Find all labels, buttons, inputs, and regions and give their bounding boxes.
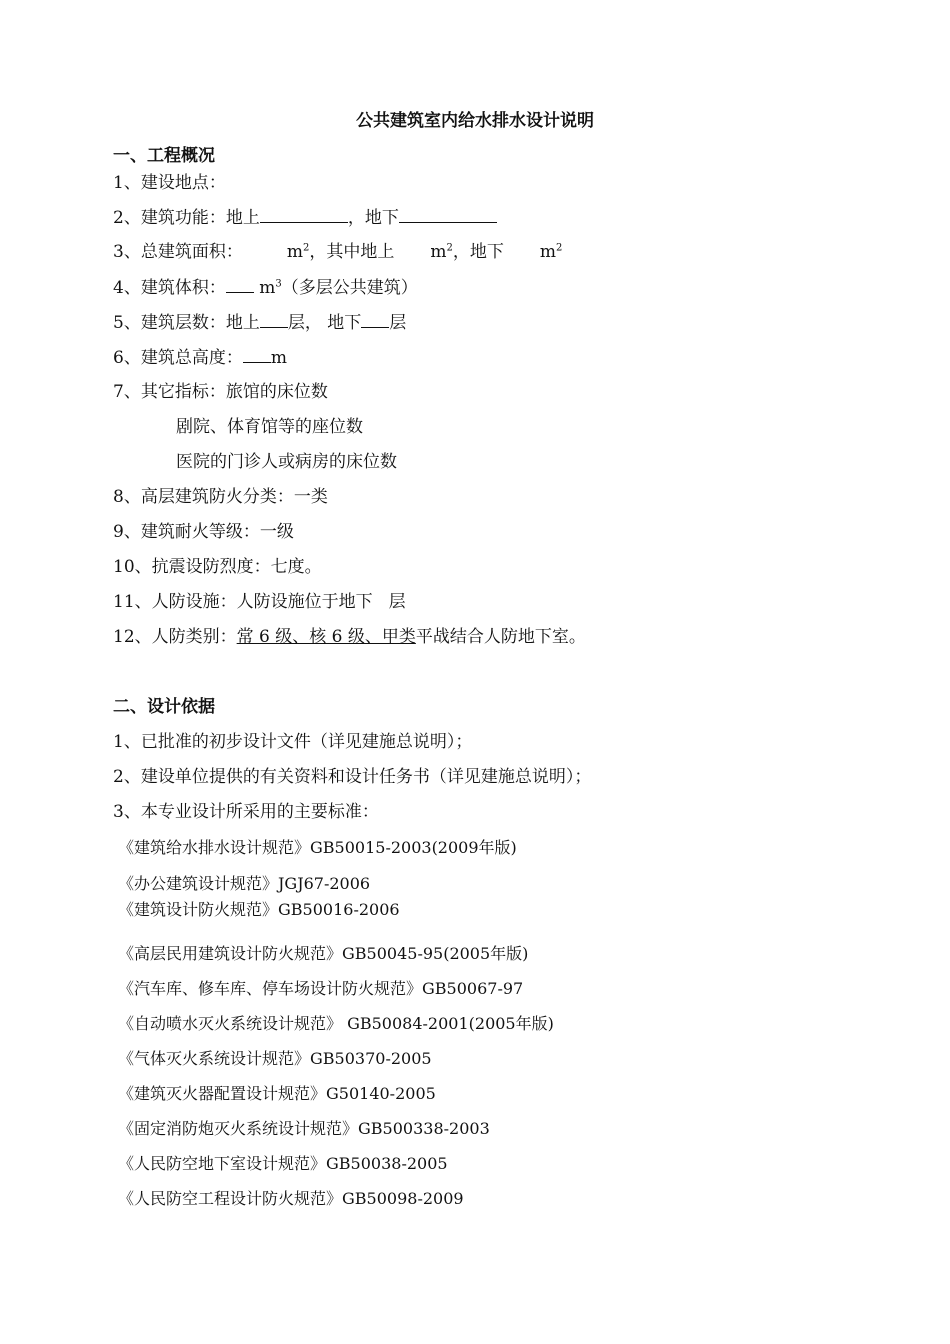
basis-item: 3、本专业设计所采用的主要标准： (113, 802, 379, 822)
unit-sup: 2 (302, 242, 310, 254)
standard-item: 《自动喷水灭火系统设计规范》 GB50084-2001(2005年版) (118, 1014, 554, 1033)
blank-field (226, 276, 254, 293)
item-floors-post: 层 (389, 313, 407, 333)
item-other-theater: 剧院、体育馆等的座位数 (176, 417, 363, 437)
civil-defense-class-underlined: 常 6 级、核 6 级、甲类 (236, 627, 416, 647)
standard-item: 《人民防空工程设计防火规范》GB50098-2009 (118, 1189, 464, 1208)
item-floors-label: 5、建筑层数：地上 (113, 313, 260, 333)
item-seismic: 10、抗震设防烈度：七度。 (113, 557, 322, 577)
standard-item: 《办公建筑设计规范》JGJ67-2006 (118, 874, 371, 893)
item-function-underground: ，地下 (347, 208, 399, 228)
item-civil-defense-type (113, 626, 586, 648)
item-fire-rating: 9、建筑耐火等级：一级 (113, 522, 294, 542)
unit-m: m (286, 242, 303, 262)
unit-m: m (259, 278, 276, 298)
item-site: 1、建设地点： (113, 173, 226, 193)
unit-sup: 2 (555, 242, 563, 254)
blank-field (399, 206, 497, 223)
standard-item: 《固定消防炮灭火系统设计规范》GB500338-2003 (118, 1119, 490, 1138)
unit-sup: 2 (446, 242, 453, 254)
item-height (113, 346, 287, 369)
item-function-label: 2、建筑功能：地上 (113, 208, 260, 228)
item-volume (113, 276, 418, 299)
item-function (113, 206, 497, 229)
item-area-below: ，地下 (452, 242, 504, 262)
standard-item: 《建筑设计防火规范》GB50016-2006 (118, 900, 400, 919)
blank-field (243, 346, 271, 363)
blank-field (361, 311, 389, 328)
item-civil-defense (113, 591, 406, 613)
item-volume-label: 4、建筑体积： (113, 278, 226, 298)
item-floors (113, 311, 406, 334)
item-height-unit: m (270, 348, 287, 368)
standard-item: 《建筑给水排水设计规范》GB50015-2003(2009年版) (118, 838, 517, 857)
blank-field (260, 311, 288, 328)
unit-m: m (539, 242, 556, 262)
standard-item: 《汽车库、修车库、停车场设计防火规范》GB50067-97 (118, 979, 524, 998)
standard-item: 《气体灭火系统设计规范》GB50370-2005 (118, 1049, 432, 1068)
item-area-above: ，其中地上 (309, 242, 395, 262)
standard-item: 《人民防空地下室设计规范》GB50038-2005 (118, 1154, 448, 1173)
basis-item: 2、建设单位提供的有关资料和设计任务书（详见建施总说明）； (113, 767, 592, 787)
unit-sup: 3 (275, 278, 282, 290)
item-floors-mid: 层， 地下 (287, 313, 362, 333)
blank-field (260, 206, 348, 223)
item-civil-defense-type-post: 平战结合人防地下室。 (415, 627, 586, 647)
item-civil-defense-label: 11、人防设施：人防设施位于地下 (113, 592, 373, 612)
item-area (113, 241, 562, 263)
item-area-label: 3、总建筑面积： (113, 242, 243, 262)
item-other-hospital: 医院的门诊人或病房的床位数 (176, 452, 397, 472)
section-heading-basis: 二、设计依据 (113, 697, 215, 717)
basis-item: 1、已批准的初步设计文件（详见建施总说明）； (113, 732, 473, 752)
item-fire-class: 8、高层建筑防火分类：一类 (113, 487, 328, 507)
item-other: 7、其它指标：旅馆的床位数 (113, 382, 328, 402)
unit-m: m (430, 242, 447, 262)
standard-item: 《建筑灭火器配置设计规范》G50140-2005 (118, 1084, 436, 1103)
item-height-label: 6、建筑总高度： (113, 348, 243, 368)
item-volume-note: （多层公共建筑） (281, 278, 418, 298)
item-civil-defense-post: 层 (388, 592, 406, 612)
standard-item: 《高层民用建筑设计防火规范》GB50045-95(2005年版) (118, 944, 529, 963)
section-heading-overview: 一、工程概况 (113, 146, 215, 166)
document-title: 公共建筑室内给水排水设计说明 (356, 111, 594, 131)
item-civil-defense-type-label: 12、人防类别： (113, 627, 237, 647)
